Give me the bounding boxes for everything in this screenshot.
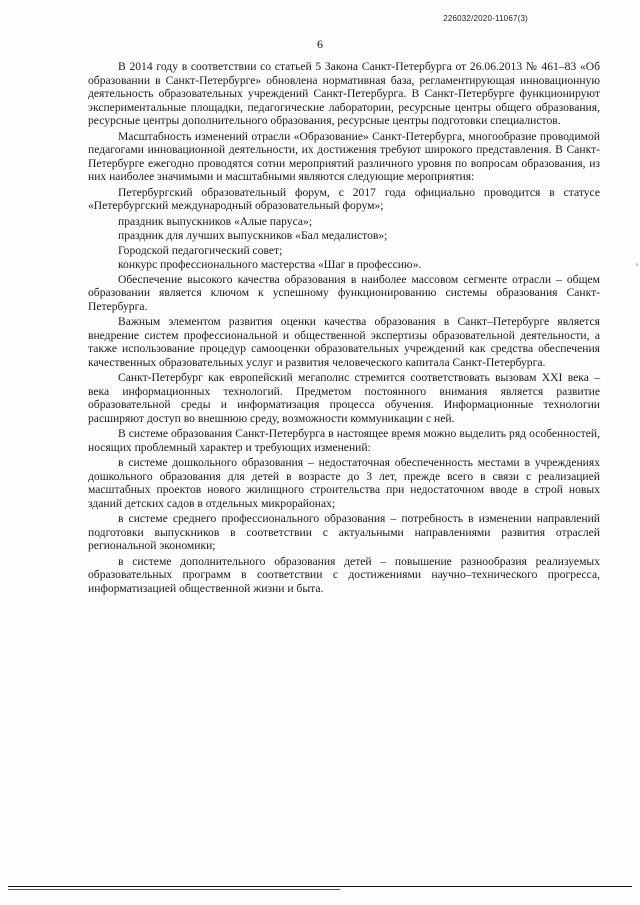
paragraph: В системе образования Санкт-Петербурга в настоящее время можно выделить ряд особенностей, носящих проблемный характер и требующих изменений: — [88, 427, 600, 454]
margin-mark: ' — [636, 262, 638, 272]
bottom-divider — [8, 886, 632, 887]
paragraph: в системе дошкольного образования – недостаточная обеспеченность местами в учреждениях дошкольного образования для детей в возрасте до 3 лет, прежде всего в связи с реализацией масштабных проектов нового жилищного строительства при недостаточном вводе в строй новых зданий детских садов в отдельных микрорайонах; — [88, 456, 600, 510]
paragraph: Санкт-Петербург как европейский мегаполис стремится соответствовать вызовам XXI века – века информационных технологий. Предметом постоянного внимания является развитие образовательной среды и информатизация процесса обучения. Информационные технологии расширяют доступ во внешнюю среду, возможности коммуникации с ней. — [88, 371, 600, 425]
paragraph: В 2014 году в соответствии со статьей 5 Закона Санкт-Петербурга от 26.06.2013 № 461–83 «Об образовании в Санкт-Петербурге» обновлена нормативная база, регламентирующая инновационную деятельность образовательных учреждений Санкт-Петербурга. В Санкт-Петербурге функционируют экспериментальные площадки, педагогические лаборатории, ресурсные центры общего образования, ресурсные центры дополнительного образования, ресурсные центры подготовки специалистов. — [88, 60, 600, 127]
paragraph: Масштабность изменений отрасли «Образование» Санкт-Петербурга, многообразие проводимой педагогами инновационной деятельности, их достижения требуют широкого представления. В Санкт-Петербурге ежегодно проводятся сотни мероприятий различного уровня по вопросам образования, из них наиболее значимыми и масштабными являются следующие мероприятия: — [88, 129, 600, 183]
list-item: Городской педагогический совет; — [118, 243, 283, 257]
document-id: 226032/2020-11067(3) — [443, 14, 528, 23]
document-body — [88, 60, 600, 597]
list-item: праздник для лучших выпускников «Бал медалистов»; — [118, 229, 388, 242]
paragraph: в системе дополнительного образования детей – повышение разнообразия реализуемых образовательных программ в соответствии с достижениями научно–технического прогресса, информатизацией общественной жизни и быта. — [88, 554, 600, 595]
page-number: 6 — [317, 37, 323, 51]
list-item: праздник выпускников «Алые паруса»; — [118, 214, 313, 228]
paragraph: Важным элементом развития оценки качества образования в Санкт–Петербурге является внедрение систем профессиональной и общественной экспертизы образовательной деятельности, а также использование процедур самооценки образовательных учреждений как средства обеспечения качественных образовательных услуг и развития человеческого капитала Санкт-Петербурга. — [88, 315, 600, 369]
list-item: конкурс профессионального мастерства «Шаг в профессию». — [118, 258, 422, 271]
paragraph: Петербургский образовательный форум, с 2017 года официально проводится в статусе «Петербургский международный образовательный форум»; — [88, 185, 600, 212]
paragraph: в системе среднего профессионального образования – потребность в изменении направлений подготовки выпускников в соответствии с актуальными направлениями развития отраслей региональной экономики; — [88, 512, 600, 552]
paragraph: Обеспечение высокого качества образования в наиболее массовом сегменте отрасли – общем образовании является ключом к успешному функционированию системы образования Санкт-Петербурга. — [88, 272, 600, 313]
bottom-divider-secondary — [8, 889, 340, 890]
